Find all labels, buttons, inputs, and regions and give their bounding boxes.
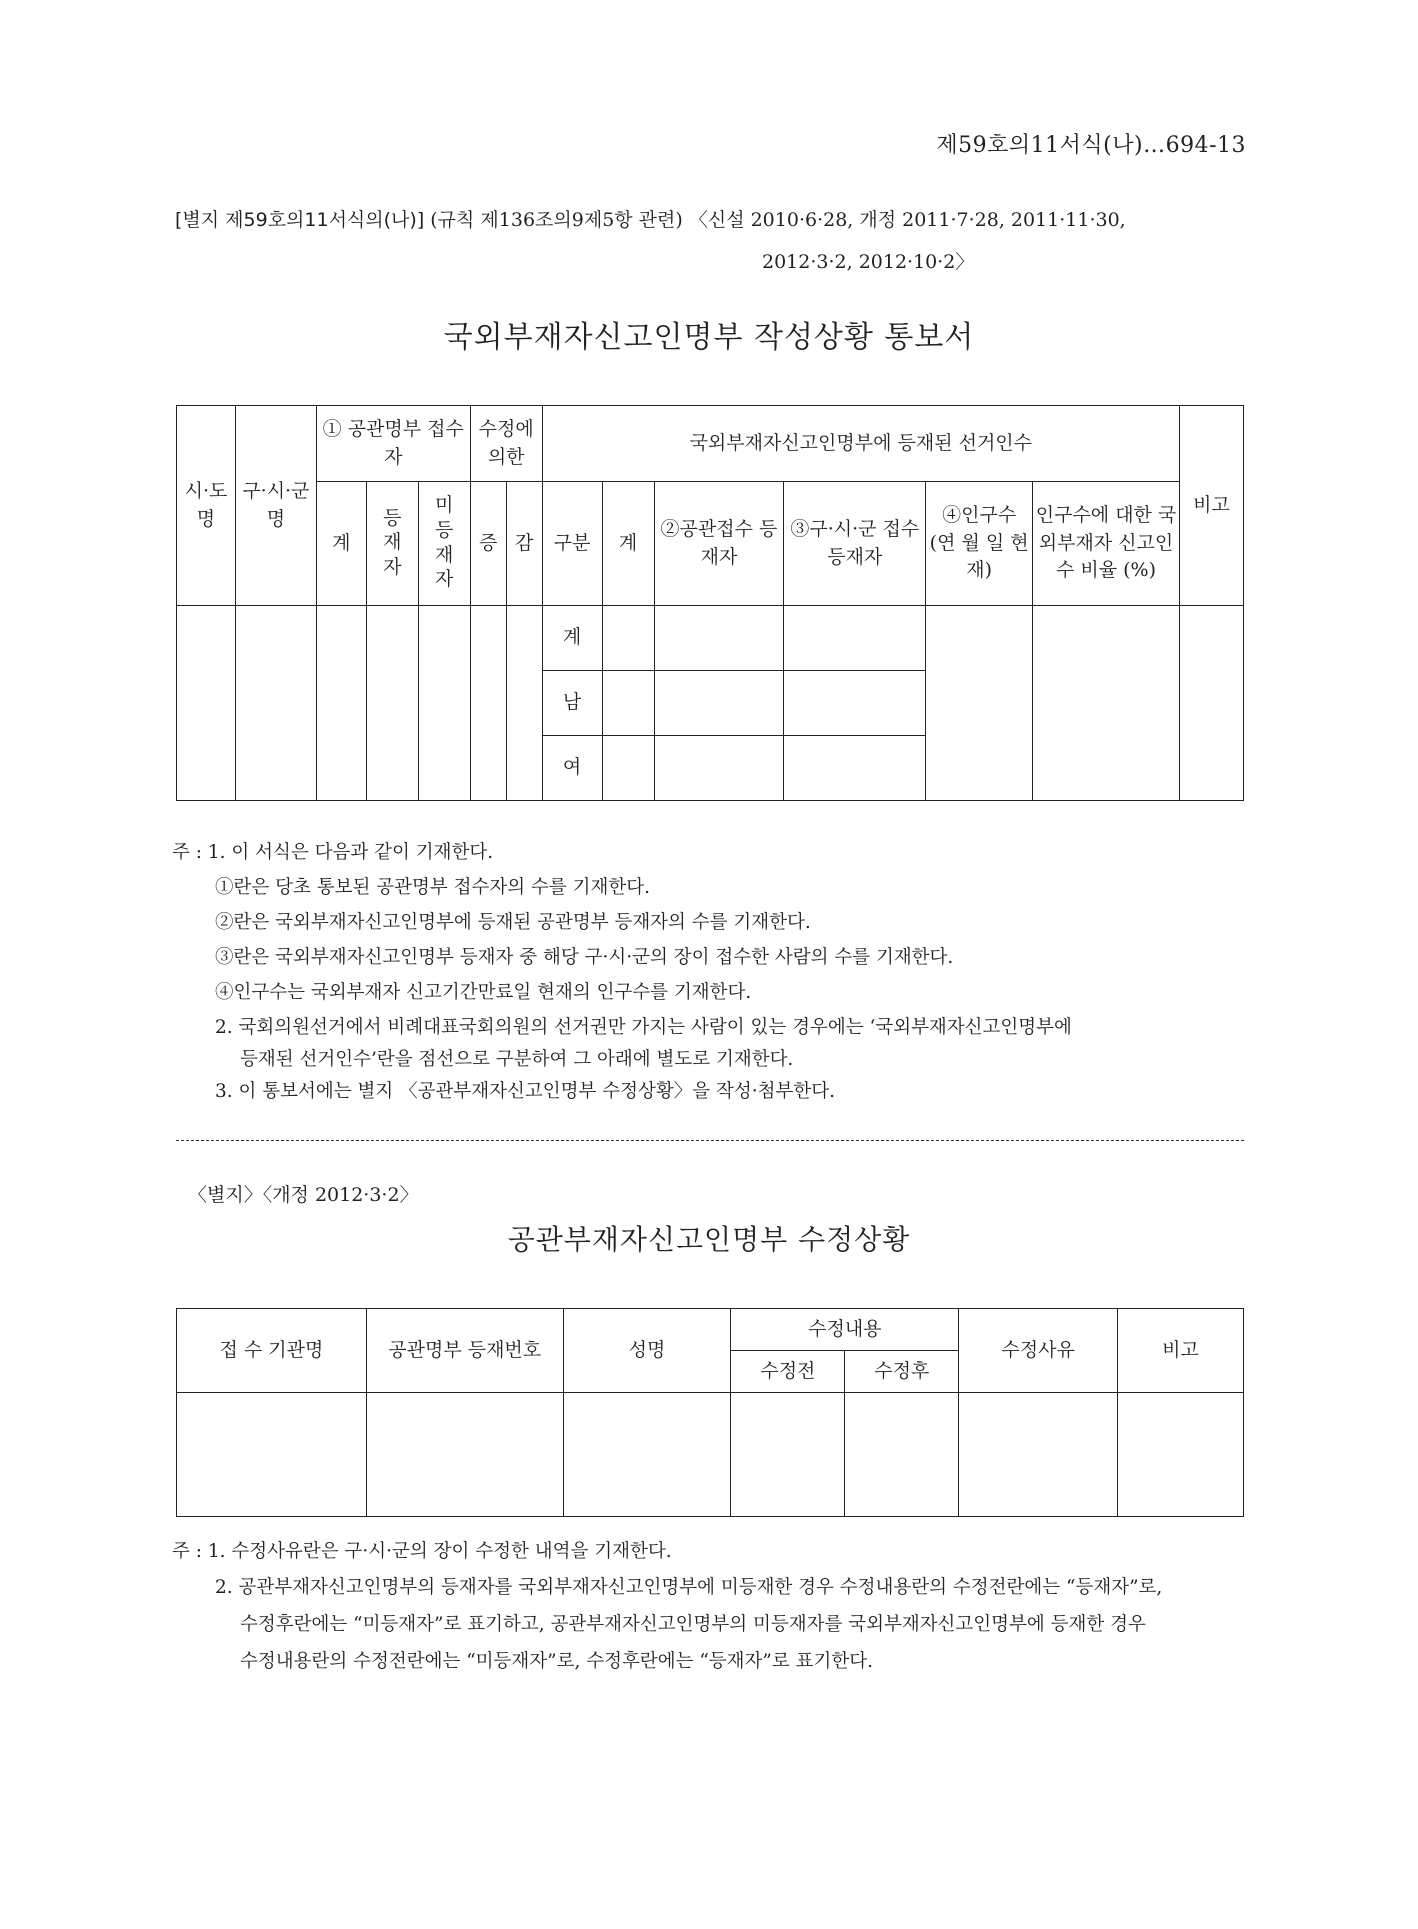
col-agency: 접 수 기관명 [177,1309,367,1393]
cell-deungjae [366,606,418,801]
col-jeung: 증 [470,482,506,606]
document-title: 국외부재자신고인명부 작성상황 통보서 [443,320,975,355]
form-header-rest: (규칙 제136조의9제5항 관련) 〈신설 2010·6·28, 개정 2011·7·28, 2011·11·30, [424,209,1126,231]
cell-two-yeo [654,736,784,801]
note-1: 주 : 1. 이 서식은 다음과 같이 기재한다. [172,842,494,863]
note-3: 3. 이 통보서에는 별지 〈공관부재자신고인명부 수정상황〉을 작성·첨부한다. [215,1081,835,1102]
cell-three-yeo [784,736,926,801]
note-2a: 2. 국회의원선거에서 비례대표국회의원의 선거권만 가지는 사람이 있는 경우에는 ‘국외부재자신고인명부에 [215,1017,1072,1038]
group-content: 수정내용 [731,1309,959,1351]
cell-bigo2 [1118,1393,1244,1517]
col-gye: 계 [316,482,366,606]
cell-bigo [1179,606,1243,801]
row-yeo-label: 여 [542,736,602,801]
col-bigo: 비고 [1179,406,1243,606]
note-1a: ①란은 당초 통보된 공관명부 접수자의 수를 기재한다. [215,877,650,898]
form-header-line2: 2012·3·2, 2012·10·2〉 [762,251,975,273]
note-1d: ④인구수는 국외부재자 신고기간만료일 현재의 인구수를 기재한다. [215,982,752,1003]
cell-regno [366,1393,563,1517]
group-deungjae: 국외부재자신고인명부에 등재된 선거인수 [542,406,1179,482]
col-sido: 시·도명 [177,406,236,606]
col-deungjae-cell [366,482,418,606]
col-ratio: 인구수에 대한 국외부재자 신고인수 비율 (%) [1033,482,1180,606]
col-deungjae: 등재자 [383,506,402,578]
note-1b: ②란은 국외부재자신고인명부에 등재된 공관명부 등재자의 수를 기재한다. [215,912,811,933]
note2-2b: 수정후란에는 “미등재자”로 표기하고, 공관부재자신고인명부의 미등재자를 국외부재자신고인명부에 등재한 경우 [240,1614,1146,1635]
annex-label: 〈별지〉〈개정 2012·3·2〉 [188,1184,419,1206]
annex-title: 공관부재자신고인명부 수정상황 [507,1223,911,1256]
col-regno: 공관명부 등재번호 [366,1309,563,1393]
col-four: ④인구수 (연 월 일 현재) [926,482,1033,606]
group-sujeong: 수정에 의한 [470,406,542,482]
cell-sido [177,606,236,801]
cell-before [731,1393,845,1517]
cell-jeung [470,606,506,801]
cell-three-total [784,606,926,671]
col-gubun: 구분 [542,482,602,606]
cell-two-total [654,606,784,671]
cell-gye2-yeo [602,736,654,801]
col-before: 수정전 [731,1351,845,1393]
cell-after [845,1393,959,1517]
cell-four [926,606,1033,801]
cell-ratio [1033,606,1180,801]
col-three: ③구·시·군 접수등재자 [784,482,926,606]
cell-agency [177,1393,367,1517]
cell-gam [506,606,542,801]
col-gu: 구·시·군명 [235,406,316,606]
note2-1: 주 : 1. 수정사유란은 구·시·군의 장이 수정한 내역을 기재한다. [172,1541,672,1562]
row-nam-label: 남 [542,671,602,736]
col-reason: 수정사유 [959,1309,1118,1393]
group-gonggwan: ① 공관명부 접수자 [316,406,470,482]
note2-2c: 수정내용란의 수정전란에는 “미등재자”로, 수정후란에는 “등재자”로 표기한다. [240,1651,873,1672]
col-after: 수정후 [845,1351,959,1393]
cell-gye2-total [602,606,654,671]
cell-gu [235,606,316,801]
note2-2a: 2. 공관부재자신고인명부의 등재자를 국외부재자신고인명부에 미등재한 경우 수정내용란의 수정전란에는 “등재자”로, [215,1577,1163,1598]
col-gye2: 계 [602,482,654,606]
note-1c: ③란은 국외부재자신고인명부 등재자 중 해당 구·시·군의 장이 접수한 사람의 수를 기재한다. [215,947,954,968]
col-mideung: 미등재자 [435,494,454,591]
cell-name [563,1393,731,1517]
cell-reason [959,1393,1118,1517]
status-report-table [176,405,1244,801]
form-header-line1 [175,205,1126,232]
form-header-label: [별지 제59호의11서식의(나)] [175,209,425,231]
cell-gye2-nam [602,671,654,736]
col-name: 성명 [563,1309,731,1393]
note-2b: 등재된 선거인수’란을 점선으로 구분하여 그 아래에 별도로 기재한다. [240,1049,794,1070]
cell-mideung [418,606,470,801]
correction-table [176,1308,1244,1517]
row-gye-label: 계 [542,606,602,671]
cell-gye [316,606,366,801]
col-mideung-cell [418,482,470,606]
col-bigo2: 비고 [1118,1309,1244,1393]
section-divider [176,1140,1244,1141]
form-number: 제59호의11서식(나)…694-13 [936,133,1246,158]
cell-two-nam [654,671,784,736]
col-two: ②공관접수 등재자 [654,482,784,606]
cell-three-nam [784,671,926,736]
col-gam: 감 [506,482,542,606]
